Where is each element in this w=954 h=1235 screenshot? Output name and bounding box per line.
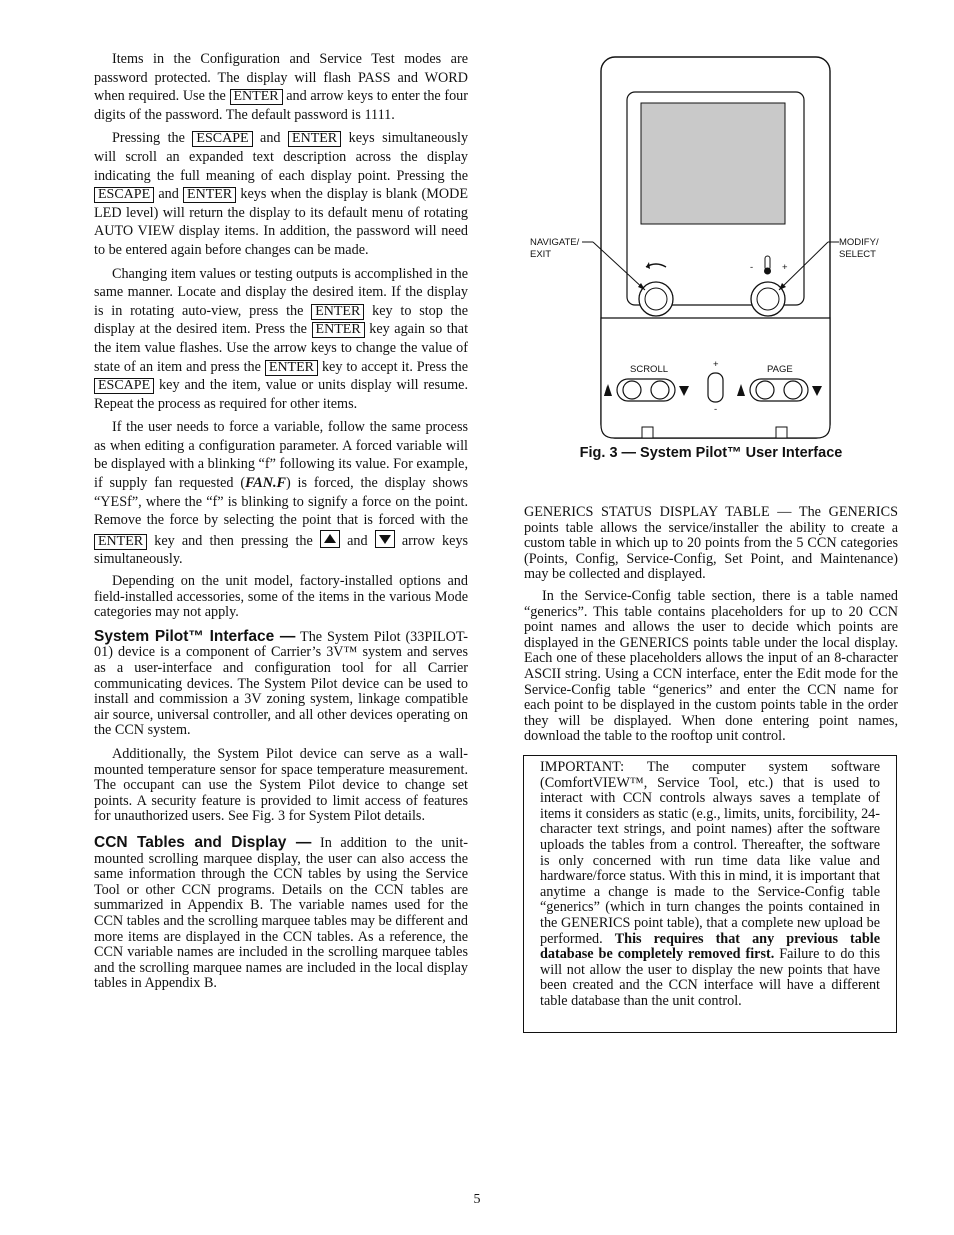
enter-key-label: ENTER [288, 131, 341, 147]
section-heading: CCN Tables and Display — [94, 833, 312, 851]
text: and [260, 130, 281, 147]
important-note-box [523, 755, 897, 1033]
svg-text:+: + [713, 359, 719, 370]
text: key and the item, value or units display will resume. Repeat the process as required for other items. [94, 377, 468, 412]
text: arrow keys simultaneously. [94, 532, 469, 568]
navigate-label: NAVIGATE/ [530, 237, 580, 248]
text: ) is forced, the display shows “YESf”, where the “f” is blinking to signify a force on the point. Remove the force by selecting the point that is forced with the [94, 475, 468, 529]
modify-label: MODIFY/ [839, 237, 879, 248]
password-paragraph [94, 50, 468, 124]
ccn-tables-section [94, 835, 468, 992]
figure-caption: Fig. 3 — System Pilot™ User Interface [579, 445, 843, 461]
escape-key-label: ESCAPE [192, 131, 252, 147]
text: key to stop the display at the desired item. Press the [94, 302, 468, 338]
enter-key-label: ENTER [312, 322, 365, 338]
text: and [158, 186, 179, 203]
enter-key-label: ENTER [94, 534, 147, 550]
section-heading: System Pilot™ Interface — [94, 627, 296, 645]
left-column [94, 50, 468, 997]
important-note [540, 760, 880, 1010]
changing-values-paragraph [94, 265, 468, 414]
text: Items in the Configuration and Service Test modes are password protected. The display will flash PASS and WORD when required. Use the [94, 51, 468, 105]
text: keys when the display is blank (MODE LED level) will return the display to its default menu of rotating AUTO VIEW display items. In addition, the password will need to be entered again before changes can be made. [94, 186, 469, 258]
bottom-tab-right [776, 427, 787, 438]
service-config-paragraph: In the Service-Config table section, there is a table named “generics”. This table contains placeholders for up to 20 CCN point names and allows the user to decide which points are displayed in the GENERICS points table under the local display. Each one of these placeholders allows the input of an 8-character ASCII string. Using a CCN interface, enter the Edit mode for the Service-Config table “generics” and enter the CCN name for each point to be displayed in the custom points table in the order they will be displayed. When done entering point names, download the table to the rooftop unit control. [524, 587, 898, 745]
system-pilot-section [94, 629, 468, 739]
text: In addition to the unit-mounted scrolling marquee display, the user can also access the same information through the CCN tables by using the Service Tool or other CCN programs. Details on the CCN tables are summarized in Appendix B. The variable names used for the CCN tables and the scrolling marquee tables may be different and more items are displayed in the CCN tables. As a reference, the CCN variable names are included in the scrolling marquee tables and the scrolling marquee names are included in the local display tables in Appendix B. [94, 834, 469, 992]
enter-key-label: ENTER [230, 89, 283, 105]
escape-enter-paragraph [94, 129, 468, 259]
display-screen [641, 103, 785, 224]
bottom-tab-left [642, 427, 653, 438]
exit-label: EXIT [530, 249, 552, 260]
plus-label: + [782, 262, 788, 273]
model-options-paragraph: Depending on the unit model, factory-installed options and field-installed accessories, some of the items in the various Mode categories may not apply. [94, 573, 468, 621]
minus-label: - [750, 262, 754, 273]
text: Failure to do this will not allow the user to display the new points that have been created and the CCN interface will have a different table database than the unit control. [540, 946, 880, 1009]
force-variable-paragraph [94, 418, 468, 569]
enter-key-label: ENTER [183, 187, 236, 203]
text: and [347, 532, 368, 549]
text: keys simultaneously will scroll an expanded text description across the display indicating the full meaning of each display point. Pressing the [94, 130, 469, 184]
wall-sensor-paragraph: Additionally, the System Pilot device can serve as a wall-mounted temperature sensor for space temperature measurement. The occupant can use the System Pilot device to change set points. A security feature is provided to limit access of features for unauthorized users. See Fig. 3 for System Pilot details. [94, 745, 468, 825]
text: If the user needs to force a variable, follow the same process as when editing a configuration parameter. A forced variable will be displayed with a blinking “f” following its value. For example, if supply fan requested ( [94, 419, 468, 492]
text: IMPORTANT: The computer system software (ComfortVIEW™, Service Tool, etc.) that is used to interact with CCN controls always saves a template of items it considers as static (e.g., limits, units, forcibility, 24-character text strings, and point names) after the software uploads the tables from a control. Thereafter, the software is only concerned with run time data like value and hardware/force status. With this in mind, it is important that anytime a change is made to the Service-Config table “generics” (which in turn changes the points contained in the GENERICS point table), that a complete new upload be performed. [540, 759, 880, 947]
text: key to accept it. Press the [321, 358, 469, 375]
right-column [524, 505, 898, 750]
thermometer-icon [764, 256, 771, 275]
text: Changing item values or testing outputs is accomplished in the same manner. Locate and display the desired item. If the display is in rotating auto-view, press the [94, 265, 468, 319]
generics-paragraph: GENERICS STATUS DISPLAY TABLE — The GENERICS points table allows the service/installer the ability to create a custom table in which up to 20 points from the 5 CCN categories (Points, Config, Service-Config, Set Point, and Maintenance) may be collected and displayed. [524, 504, 898, 583]
text: Pressing the [112, 130, 185, 147]
up-arrow-key-icon [320, 530, 340, 548]
system-pilot-figure [524, 50, 898, 442]
text: The System Pilot (33PILOT-01) device is a component of Carrier’s 3V™ system and serves as a user-interface and configuration tool for all Carrier communicating devices. The System Pilot device can be used to install and commission a 3V zoning system, linkage compatible air source, universal controller, and all other devices operating on the CCN system. [94, 628, 468, 739]
page-label: PAGE [767, 364, 793, 375]
text: and arrow keys to enter the four digits of the password. The default password is 1111. [94, 88, 469, 123]
text: key again so that the item value flashes. Use the arrow keys to change the value of state of an item and press the [94, 321, 469, 375]
escape-key-label: ESCAPE [94, 187, 154, 203]
escape-key-label: ESCAPE [94, 378, 154, 394]
page-number: 5 [473, 1192, 481, 1207]
fan-variable: FAN.F [245, 475, 286, 492]
svg-text:-: - [714, 404, 718, 415]
text: key and then pressing the [154, 532, 313, 549]
down-arrow-key-icon [375, 530, 395, 548]
enter-key-label: ENTER [311, 304, 364, 320]
select-label: SELECT [839, 249, 876, 260]
modify-knob-icon [751, 282, 785, 316]
scroll-label: SCROLL [630, 364, 669, 375]
enter-key-label: ENTER [265, 360, 318, 376]
bold-warning: This requires that any previous table database be completely removed first. [540, 930, 881, 963]
